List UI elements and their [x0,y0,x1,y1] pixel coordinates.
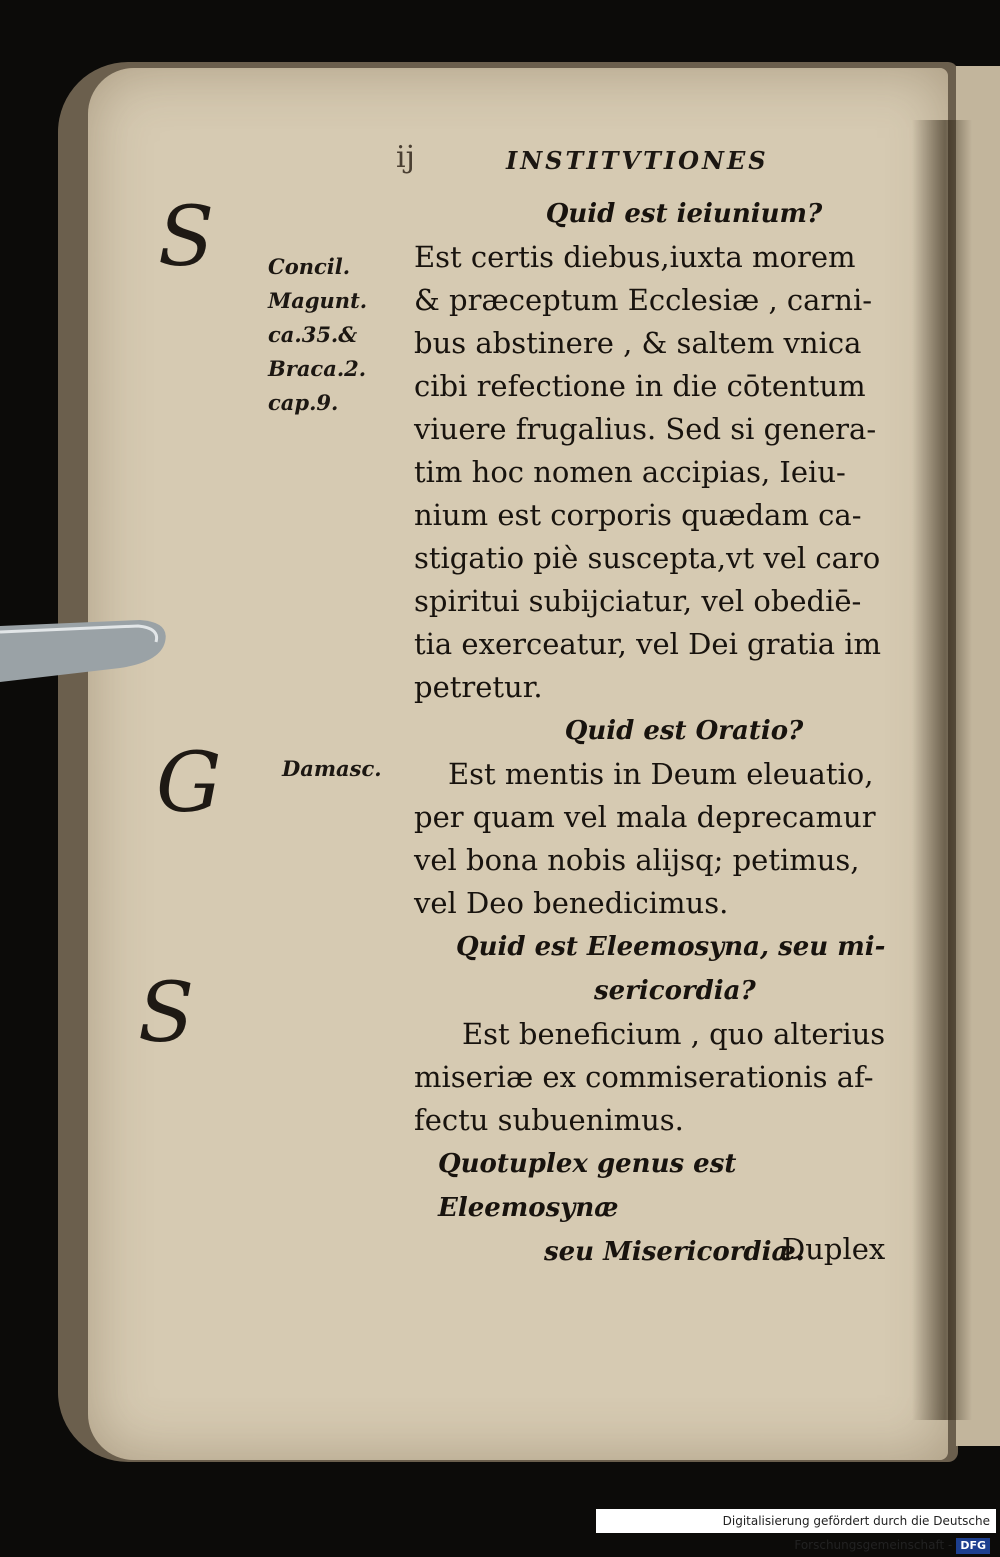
text-line: cibi refectione in die cōtentum [414,369,866,403]
catchword: Duplex [782,1232,886,1266]
text-line: miseriæ ex commiserationis af- [414,1060,874,1094]
text-line: vel bona nobis alijsq; petimus, [414,843,860,877]
text-line: nium est corporis quædam ca- [414,498,862,532]
manuscript-mark: G [156,736,222,831]
text-line: tia exerceatur, vel Dei gratia im [414,627,881,661]
manuscript-mark: S [138,966,195,1061]
text-line: Est mentis in Deum eleuatio, [448,757,874,791]
text-line: vel Deo benedicimus. [414,886,729,920]
text-line: & præceptum Ecclesiæ , carni- [414,283,873,317]
text-line: bus abstinere , & saltem vnica [414,326,862,360]
text-line: per quam vel mala deprecamur [414,800,876,834]
question-heading-cont: seu Misericordiæ. [544,1237,805,1267]
dfg-logo[interactable]: DFG [956,1538,990,1554]
page-gutter [912,120,972,1420]
margin-note-council [268,250,388,420]
text-line: viuere frugalius. Sed si genera- [414,412,877,446]
text-line: petretur. [414,670,543,704]
running-head: INSTITVTIONES [506,146,769,175]
question-heading-cont: sericordia? [594,976,756,1006]
margin-note-line: ca.35.& [268,322,358,347]
text-line: tim hoc nomen accipias, Ieiu- [414,455,846,489]
question-heading: Quid est ieiunium? [545,199,823,229]
main-text [414,192,914,1274]
question-heading: Quid est Oratio? [564,716,804,746]
margin-note-line: Concil. [268,254,351,279]
margin-note-damascenus: Damasc. [282,756,382,781]
margin-note-line: Magunt. [268,288,368,313]
manuscript-mark: S [158,190,215,285]
page-mark: ij [396,140,415,175]
digitization-footer [596,1509,996,1552]
page-clip-bookmark [0,612,170,684]
text-line: spiritui subijciatur, vel obediē- [414,584,862,618]
margin-note-line: cap.9. [268,390,339,415]
text-line: fectu subuenimus. [414,1103,684,1137]
text-line: Est certis diebus,iuxta morem [414,240,856,274]
question-heading: Quid est Eleemosyna, seu mi- [456,932,886,962]
text-line: Est beneficium , quo alterius [462,1017,886,1051]
text-line: stigatio piè suscepta,vt vel caro [414,541,881,575]
question-heading: Quotuplex genus est Eleemosynæ [438,1149,737,1223]
footer-text: Digitalisierung gefördert durch die Deutsche Forschungsgemeinschaft - [722,1514,990,1552]
margin-note-line: Braca.2. [268,356,367,381]
